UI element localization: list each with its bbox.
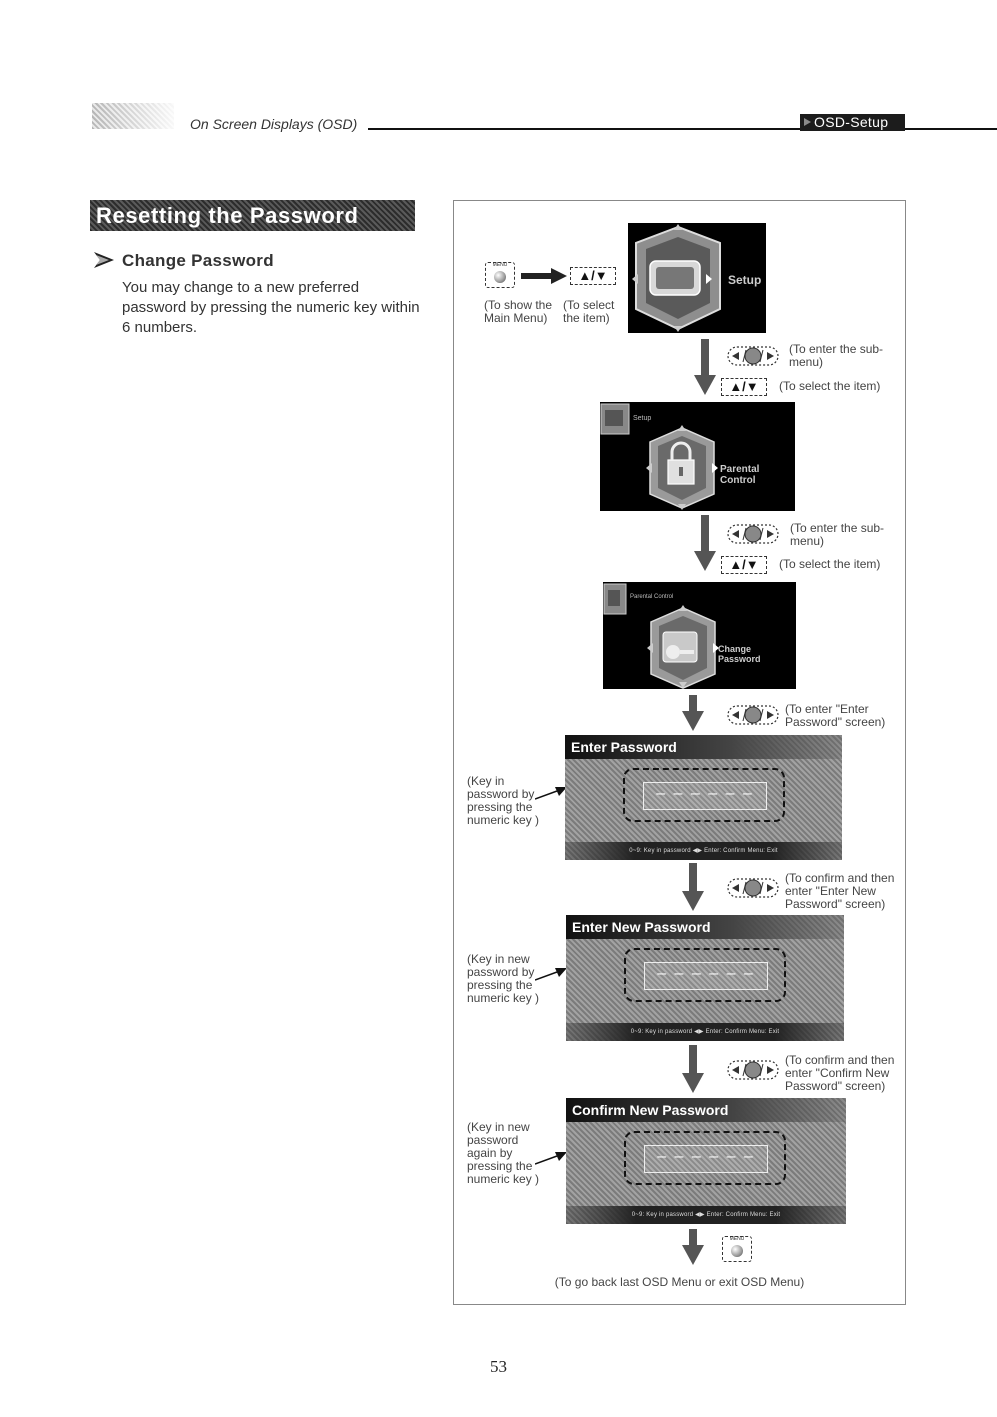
subsection-title: Change Password bbox=[122, 251, 274, 270]
parental-control-screen bbox=[600, 402, 795, 511]
up-down-key-icon: ▲/▼ bbox=[570, 267, 616, 285]
header-section-title: On Screen Displays (OSD) bbox=[190, 116, 358, 132]
parental-control-label: Parental Control bbox=[720, 464, 760, 486]
header-badge: OSD-Setup bbox=[800, 114, 905, 131]
note-enter-new-password-screen: (To confirm and then enter "Enter New Password" screen) bbox=[785, 871, 895, 911]
note-key-in-password: (Key in password by pressing the numeric key ) bbox=[467, 774, 540, 827]
page-number: 53 bbox=[490, 1357, 507, 1376]
down-arrow-icon bbox=[694, 515, 716, 571]
note-key-in-new-password-again: (Key in new password again by pressing the numeric key ) bbox=[467, 1120, 540, 1186]
confirm-new-password-dialog bbox=[566, 1098, 846, 1224]
note-select-item-1: (To select the item) bbox=[779, 379, 881, 393]
menu-key-icon bbox=[485, 262, 515, 288]
left-enter-right-key-icon bbox=[727, 522, 779, 546]
note-show-main-menu: (To show the Main Menu) bbox=[484, 298, 553, 325]
breadcrumb: Parental Control bbox=[630, 594, 674, 600]
change-password-label: Change Password bbox=[718, 644, 761, 664]
dialog-footer: 0~9: Key in password ◀▶ Enter: Confirm Menu: Exit bbox=[565, 842, 842, 860]
parental-lock-cube-icon bbox=[600, 402, 795, 511]
down-arrow-icon bbox=[682, 695, 704, 731]
arrow-bullet-icon bbox=[92, 250, 116, 270]
menu-key-icon bbox=[722, 1236, 752, 1262]
up-down-key-icon: ▲/▼ bbox=[721, 378, 767, 396]
password-field: – – – – – – bbox=[644, 1145, 768, 1173]
dialog-title: Confirm New Password bbox=[566, 1098, 846, 1122]
setup-menu-screen bbox=[628, 223, 766, 333]
pointer-arrow-icon bbox=[535, 966, 567, 982]
menu-key-label: MENU bbox=[492, 262, 508, 268]
right-arrow-icon bbox=[521, 268, 567, 284]
dialog-footer: 0~9: Key in password ◀▶ Enter: Confirm Menu: Exit bbox=[566, 1023, 844, 1041]
dialog-title: Enter New Password bbox=[566, 915, 844, 939]
up-down-key-icon: ▲/▼ bbox=[721, 556, 767, 574]
down-arrow-icon bbox=[682, 863, 704, 911]
left-enter-right-key-icon bbox=[727, 876, 779, 900]
pointer-arrow-icon bbox=[535, 785, 567, 801]
menu-key-label: MENU bbox=[729, 1236, 745, 1242]
left-enter-right-key-icon bbox=[727, 1058, 779, 1082]
left-enter-right-key-icon bbox=[727, 703, 779, 727]
enter-new-password-dialog bbox=[566, 915, 844, 1041]
password-field: – – – – – – bbox=[643, 782, 767, 810]
note-select-item-2: (To select the item) bbox=[779, 557, 881, 571]
dialog-footer: 0~9: Key in password ◀▶ Enter: Confirm Menu: Exit bbox=[566, 1206, 846, 1224]
note-go-back: (To go back last OSD Menu or exit OSD Menu) bbox=[554, 1275, 805, 1289]
down-arrow-icon bbox=[694, 339, 716, 395]
section-title: Resetting the Password bbox=[90, 200, 415, 231]
note-confirm-new-password-screen: (To confirm and then enter "Confirm New Password" screen) bbox=[785, 1053, 895, 1093]
note-key-in-new-password: (Key in new password by pressing the numeric key ) bbox=[467, 952, 540, 1005]
header-decoration bbox=[92, 103, 174, 129]
enter-password-dialog bbox=[565, 735, 842, 860]
left-enter-right-key-icon bbox=[727, 344, 779, 368]
note-enter-sub-menu-2: (To enter the sub-menu) bbox=[790, 521, 885, 548]
dialog-title: Enter Password bbox=[565, 735, 842, 759]
note-enter-sub-menu-1: (To enter the sub-menu) bbox=[789, 342, 884, 369]
down-arrow-icon bbox=[682, 1229, 704, 1265]
change-password-screen bbox=[603, 582, 796, 689]
setup-label: Setup bbox=[728, 273, 762, 287]
pointer-arrow-icon bbox=[535, 1150, 567, 1166]
note-select-item-top: (To select the item) bbox=[563, 298, 615, 325]
breadcrumb: Setup bbox=[633, 415, 652, 422]
password-field: – – – – – – bbox=[644, 962, 768, 990]
note-enter-password-screen: (To enter "Enter Password" screen) bbox=[785, 702, 886, 729]
down-arrow-icon bbox=[682, 1045, 704, 1093]
subsection-body: You may change to a new preferred password by pressing the numeric key within 6 numbers. bbox=[122, 279, 420, 336]
